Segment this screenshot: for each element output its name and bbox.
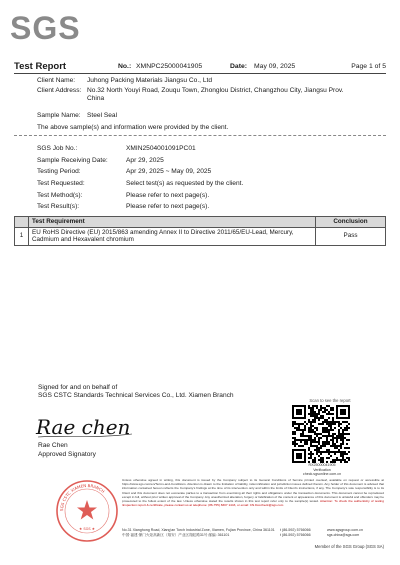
terms-text: Unless otherwise agreed in writing, this document is issued by the Company subject to its General Conditions of Service printed overleaf, available on request or accessible at https://www.sgs.com/en/Terms-and-Conditions. Attention is drawn to the limitation of liability, indemnification and jurisdiction issues defined therein. Any holder of this document is advised that information contained hereon reflects the Company's findings at the time of its intervention only and within the limits of Client's instructions, if any. The Company's sole responsibility is to its Client and this document does not exonerate parties to a transaction from exercising all their rights and obligations under the transaction documents. This document cannot be reproduced except in full, without prior written approval of the Company. Any unauthorized alteration, forgery or falsification of the content or appearance of this document is unlawful and offenders may be prosecuted to the fullest extent of the law. Unless otherwise stated the results shown in this test report refer only to the sample(s) tested. [122,478,384,503]
qr-url[interactable]: check.sgsonline.com.cn [302,472,342,477]
signing-company: SGS CSTC Standards Technical Services Co., Ltd. Xiamen Branch [38,392,234,399]
test-methods-value: Please refer to next page(s). [126,192,210,199]
member-statement: Member of the SGS Group (SGS SA) [314,544,384,549]
report-date-label: Date: [230,63,247,70]
test-requirement-table [14,216,386,246]
svg-text:★ SGS ★: ★ SGS ★ [78,527,96,531]
page-indicator: Page 1 of 5 [351,63,386,70]
client-name-label: Client Name: [37,77,76,84]
job-no-label: SGS Job No.: [37,145,78,152]
verification-qr-code[interactable] [292,405,350,463]
table-row [15,227,386,245]
email[interactable]: sgs.china@sgs.com [327,533,360,537]
receiving-date-label: Sample Receiving Date: [37,157,108,164]
table-header-conclusion: Conclusion [316,217,386,228]
table-header-requirement: Test Requirement [29,217,316,228]
dashed-divider [14,135,386,136]
client-name-value: Juhong Packing Materials Jiangsu Co., Ltd [87,77,212,84]
address-cn: 中国·福建·厦门火炬高新区（翔安）产业区翔虹路31号 邮编: 361101 [122,533,230,537]
test-requested-value: Select test(s) as requested by the client. [126,180,244,187]
qr-code-number: RX25000041905 [308,463,336,467]
sgs-logo-text: SGS [10,12,81,42]
sample-name-label: Sample Name: [37,112,81,119]
qr-caption: Scan to see the report [309,398,351,403]
report-header [14,62,386,73]
sgs-logo [10,12,86,42]
signature-text: Rae chen [36,415,131,439]
authenticity-notice: Attention: To check the authenticity of testing /inspection report & certificate, please contact us at telephone: (86-755) 8307 1443, or email: CN.Doccheck@sgs.com [122,498,384,508]
client-address-label: Client Address: [37,87,82,94]
test-methods-label: Test Method(s): [37,192,83,199]
header-divider [14,73,386,74]
company-seal-stamp [54,478,120,544]
signatory-name: Rae Chen [38,442,68,449]
client-address-value: No.32 North Youyi Road, Zouqu Town, Zhonglou District, Changzhou City, Jiangsu Prov. China [87,87,344,103]
test-results-value: Please refer to next page(s). [126,203,210,210]
table-header-row [15,217,386,228]
testing-period-value: Apr 29, 2025 ~ May 09, 2025 [126,168,212,175]
sample-statement: The above sample(s) and information were provided by the client. [37,124,229,131]
row-requirement: EU RoHS Directive (EU) 2015/863 amending Annex II to Directive 2011/65/EU-Lead, Mercury, Cadmium and Hexavalent chromium [29,227,316,245]
terms-fine-print [122,478,384,524]
sample-name-value: Steel Seal [87,112,118,119]
report-no-value: XMNPC25000041905 [136,63,203,70]
signed-on-behalf: Signed for and on behalf of [38,384,118,391]
qr-label: Verification [313,467,331,472]
report-title: Test Report [14,61,67,72]
test-requested-label: Test Requested: [37,180,85,187]
test-results-label: Test Result(s): [37,203,80,210]
address-en: No.31 Xianghong Road, Xiang'an Torch Industrial Zone, Xiamen, Fujian Province, China 361101 [122,528,275,532]
signatory-title: Approved Signatory [38,451,96,458]
phone-cn: t (86-592) 5766066 [280,533,311,537]
qr-text-block [288,463,356,477]
website[interactable]: www.sgsgroup.com.cn [327,528,363,532]
address-block [122,528,384,538]
table-header-num [15,217,29,228]
handwritten-signature [32,410,142,442]
row-conclusion: Pass [316,227,386,245]
svg-text:SGS CSTC XIAMEN BRANCH: SGS CSTC XIAMEN BRANCH [58,482,106,512]
testing-period-label: Testing Period: [37,168,81,175]
row-number: 1 [15,227,29,245]
receiving-date-value: Apr 29, 2025 [126,157,164,164]
phone-en: t (86-592) 5766066 [280,528,311,532]
report-no-label: No.: [118,63,132,70]
job-no-value: XMIN2504001091PC01 [126,145,196,152]
report-date-value: May 09, 2025 [254,63,296,70]
